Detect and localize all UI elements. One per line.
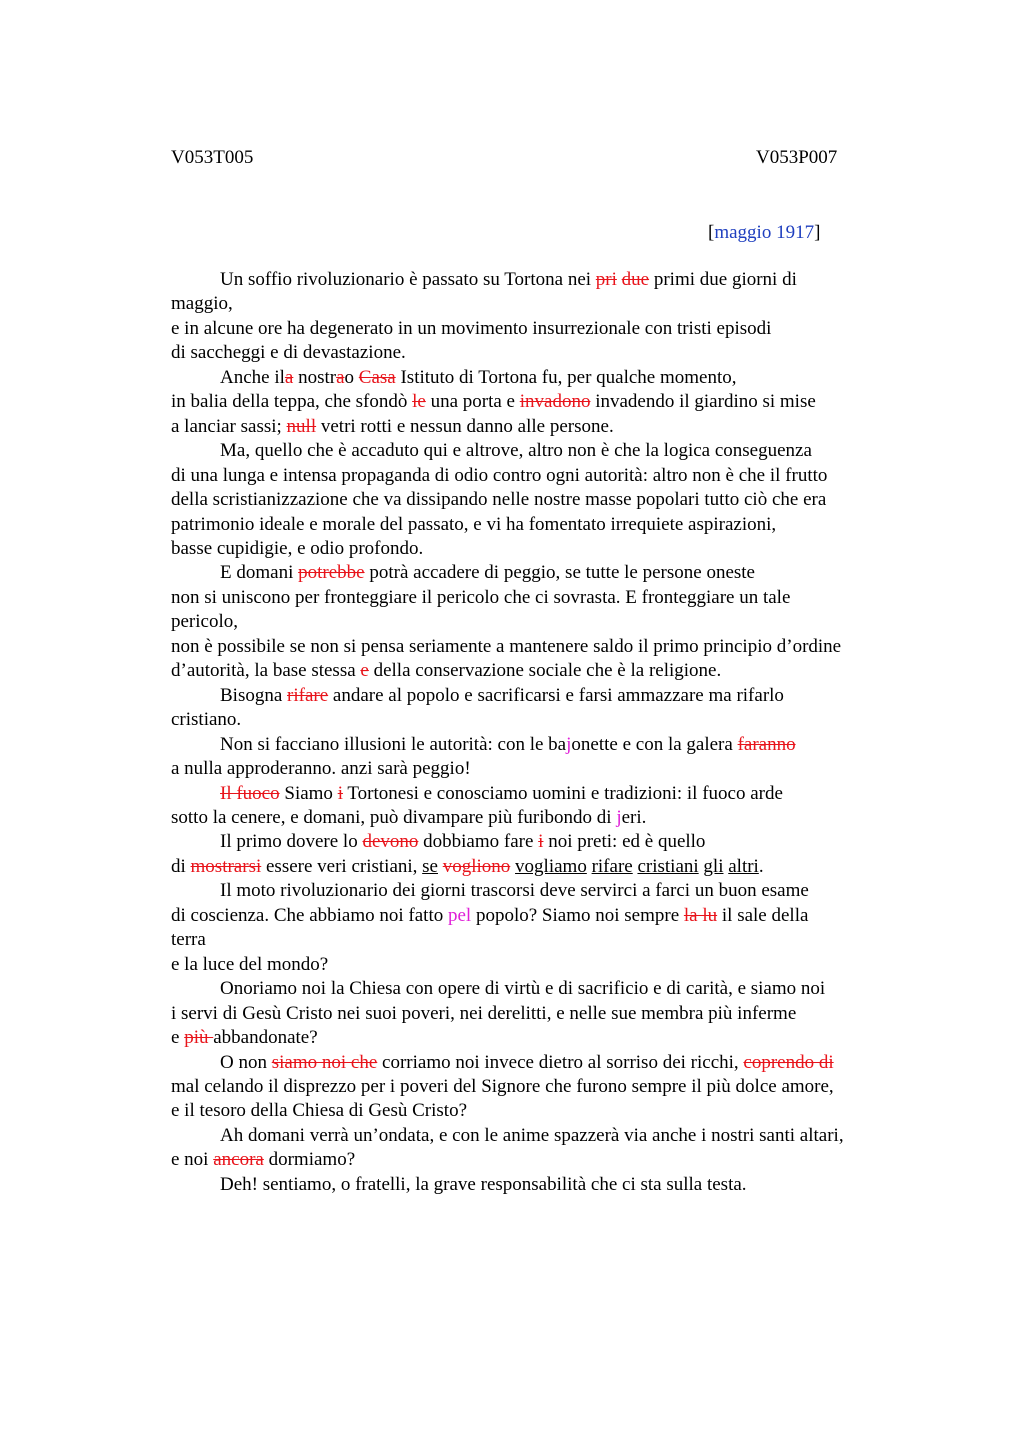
date-bracket-open: [ — [708, 222, 715, 243]
text-segment: Deh! sentiamo, o fratelli, la grave responsabilità che ci sta sulla testa. — [220, 1173, 747, 1195]
text-segment: e in alcune ore ha degenerato in un movimento insurrezionale con tristi episodi — [171, 317, 772, 339]
text-segment: cristiano. — [171, 709, 242, 731]
text-segment: Siamo — [279, 782, 338, 804]
text-segment: a nulla approderanno. anzi sarà peggio! — [171, 758, 471, 780]
deleted-text: coprendo di — [743, 1051, 834, 1073]
text-segment: il sale della — [717, 904, 809, 926]
text-line — [171, 292, 911, 316]
deleted-text: ancora — [213, 1149, 264, 1171]
text-line — [171, 733, 911, 757]
text-line — [171, 1051, 911, 1075]
text-segment: Ma, quello che è accaduto qui e altrove, altro non è che la logica conseguenza — [220, 440, 812, 462]
text-segment: Tortonesi e conosciamo uomini e tradizioni: il fuoco arde — [342, 782, 783, 804]
text-segment: non si uniscono per fronteggiare il pericolo che ci sovrasta. E fronteggiare un tale — [171, 586, 791, 608]
text-segment: invadendo il giardino si mise — [590, 391, 816, 413]
deleted-text: la lu — [683, 904, 718, 926]
text-line — [171, 904, 911, 928]
text-segment: dormiamo? — [263, 1149, 356, 1171]
text-line — [171, 488, 911, 512]
deleted-text: i — [538, 831, 544, 853]
text-segment: Non si facciano illusioni le autorità: con le ba — [220, 733, 567, 755]
text-line — [171, 341, 911, 365]
text-segment: Anche il — [220, 366, 285, 388]
deleted-text: più — [184, 1027, 214, 1049]
text-line — [171, 317, 911, 341]
text-line — [171, 855, 911, 879]
text-line — [171, 708, 911, 732]
text-line — [171, 1002, 911, 1026]
text-segment: O non — [220, 1051, 272, 1073]
text-line — [171, 684, 911, 708]
text-segment: o — [344, 366, 359, 388]
text-line — [171, 390, 911, 414]
text-segment: E domani — [220, 562, 299, 584]
text-segment: Il primo dovere lo — [220, 831, 363, 853]
text-line — [171, 953, 911, 977]
letter-body — [171, 268, 911, 1197]
text-segment: potrà accadere di peggio, se tutte le persone oneste — [364, 562, 755, 584]
text-segment: della scristianizzazione che va dissipando nelle nostre masse popolari tutto ciò che era — [171, 489, 827, 511]
underlined-text: altri — [728, 855, 759, 877]
text-line — [171, 1173, 911, 1197]
text-segment: andare al popolo e sacrificarsi e farsi ammazzare ma rifarlo — [328, 684, 784, 706]
text-segment: una porta e — [425, 391, 520, 413]
underlined-text: vogliamo — [515, 855, 587, 877]
date-bracket-close: ] — [814, 222, 821, 243]
deleted-text: i — [337, 782, 343, 804]
text-segment: terra — [171, 929, 206, 951]
text-line — [171, 610, 911, 634]
text-segment: patrimonio ideale e morale del passato, e vi ha fomentato irrequiete aspirazioni, — [171, 513, 777, 535]
inserted-text: j — [616, 806, 622, 828]
underlined-text: se — [422, 855, 438, 877]
text-line — [171, 830, 911, 854]
text-segment: Un soffio rivoluzionario è passato su Tortona nei — [220, 269, 596, 290]
text-segment: noi preti: ed è quello — [543, 831, 706, 853]
inserted-text: pel — [448, 904, 472, 926]
text-segment: sotto la cenere, e domani, può divampare più furibondo di — [171, 806, 617, 828]
text-segment: d’autorità, la base stessa — [171, 660, 361, 682]
deleted-text: Casa — [358, 366, 396, 388]
deleted-text: invadono — [519, 391, 591, 413]
text-segment: Onoriamo noi la Chiesa con opere di virtù e di sacrificio e di carità, e siamo noi — [220, 978, 826, 1000]
text-segment: dobbiamo fare — [418, 831, 539, 853]
document-code-left: V053T005 — [171, 147, 254, 168]
text-segment: e il tesoro della Chiesa di Gesù Cristo? — [171, 1100, 468, 1122]
text-segment: di — [171, 855, 191, 877]
text-segment: di una lunga e intensa propaganda di odio contro ogni autorità: altro non è che il frutto — [171, 464, 828, 486]
text-segment: abbandonate? — [213, 1027, 318, 1049]
text-segment: popolo? Siamo noi sempre — [471, 904, 684, 926]
deleted-text: faranno — [737, 733, 796, 755]
text-segment: non è possibile se non si pensa seriamente a mantenere saldo il primo principio d’ordine — [171, 635, 842, 657]
text-segment: basse cupidigie, e odio profondo. — [171, 537, 424, 559]
text-line — [171, 537, 911, 561]
text-segment: primi due giorni di — [649, 269, 797, 290]
deleted-text: Il fuoco — [220, 782, 280, 804]
text-line — [171, 1148, 911, 1172]
text-line — [171, 415, 911, 439]
text-segment: essere veri cristiani, — [261, 855, 423, 877]
text-line — [171, 561, 911, 585]
text-segment: corriamo noi invece dietro al sorriso dei ricchi, — [377, 1051, 744, 1073]
text-segment: in balia della teppa, che sfondò — [171, 391, 413, 413]
text-line — [171, 659, 911, 683]
text-segment: Ah domani verrà un’ondata, e con le anime spazzerà via anche i nostri santi altari, — [220, 1124, 844, 1146]
text-segment: della conservazione sociale che è la religione. — [368, 660, 722, 682]
text-line — [171, 1075, 911, 1099]
text-line — [171, 366, 911, 390]
text-line — [171, 513, 911, 537]
deleted-text: devono — [362, 831, 419, 853]
text-line — [171, 439, 911, 463]
text-line — [171, 782, 911, 806]
text-segment: di coscienza. Che abbiamo noi fatto — [171, 904, 448, 926]
deleted-text: due — [621, 269, 650, 290]
text-segment: i servi di Gesù Cristo nei suoi poveri, nei derelitti, e nelle sue membra più inferme — [171, 1002, 797, 1024]
text-segment: vetri rotti e nessun danno alle persone. — [316, 415, 614, 437]
underlined-text: gli — [703, 855, 724, 877]
text-segment: a lanciar sassi; — [171, 415, 287, 437]
deleted-text: le — [412, 391, 426, 413]
underlined-text: cristiani — [637, 855, 699, 877]
text-line — [171, 977, 911, 1001]
text-line — [171, 635, 911, 659]
text-segment: e noi — [171, 1149, 214, 1171]
text-segment: pericolo, — [171, 611, 239, 633]
underlined-text: rifare — [591, 855, 633, 877]
text-segment: di saccheggi e di devastazione. — [171, 342, 406, 364]
text-segment: Il moto rivoluzionario dei giorni trascorsi deve servirci a farci un buon esame — [220, 880, 809, 902]
deleted-text: pri — [595, 269, 617, 290]
text-segment: . — [758, 855, 764, 877]
text-segment: e la luce del mondo? — [171, 953, 329, 975]
deleted-text: rifare — [287, 684, 329, 706]
text-line — [171, 879, 911, 903]
text-line — [171, 757, 911, 781]
text-segment: e — [171, 1027, 185, 1049]
text-line — [171, 464, 911, 488]
document-code-right: V053P007 — [756, 147, 838, 168]
text-segment: nostr — [293, 366, 337, 388]
text-segment: eri. — [621, 806, 647, 828]
deleted-text: mostrarsi — [190, 855, 262, 877]
deleted-text: potrebbe — [298, 562, 365, 584]
text-segment: Istituto di Tortona fu, per qualche momento, — [395, 366, 737, 388]
inserted-text: j — [566, 733, 572, 755]
date-text: maggio 1917 — [714, 222, 815, 243]
deleted-text: null — [286, 415, 317, 437]
text-segment: Bisogna — [220, 684, 288, 706]
deleted-text: a — [336, 366, 345, 388]
text-line — [171, 268, 911, 292]
text-segment: maggio, — [171, 293, 233, 315]
text-line — [171, 928, 911, 952]
deleted-text: a — [284, 366, 294, 388]
text-line — [171, 1124, 911, 1148]
deleted-text: siamo noi che — [271, 1051, 378, 1073]
text-segment: mal celando il disprezzo per i poveri del Signore che furono sempre il più dolce amore, — [171, 1075, 834, 1097]
text-line — [171, 1026, 911, 1050]
date-annotation — [708, 221, 820, 245]
text-line — [171, 1099, 911, 1123]
deleted-text: vogliono — [442, 855, 511, 877]
text-line — [171, 586, 911, 610]
deleted-text: e — [360, 660, 369, 682]
text-segment: onette e con la galera — [571, 733, 738, 755]
text-line — [171, 806, 911, 830]
